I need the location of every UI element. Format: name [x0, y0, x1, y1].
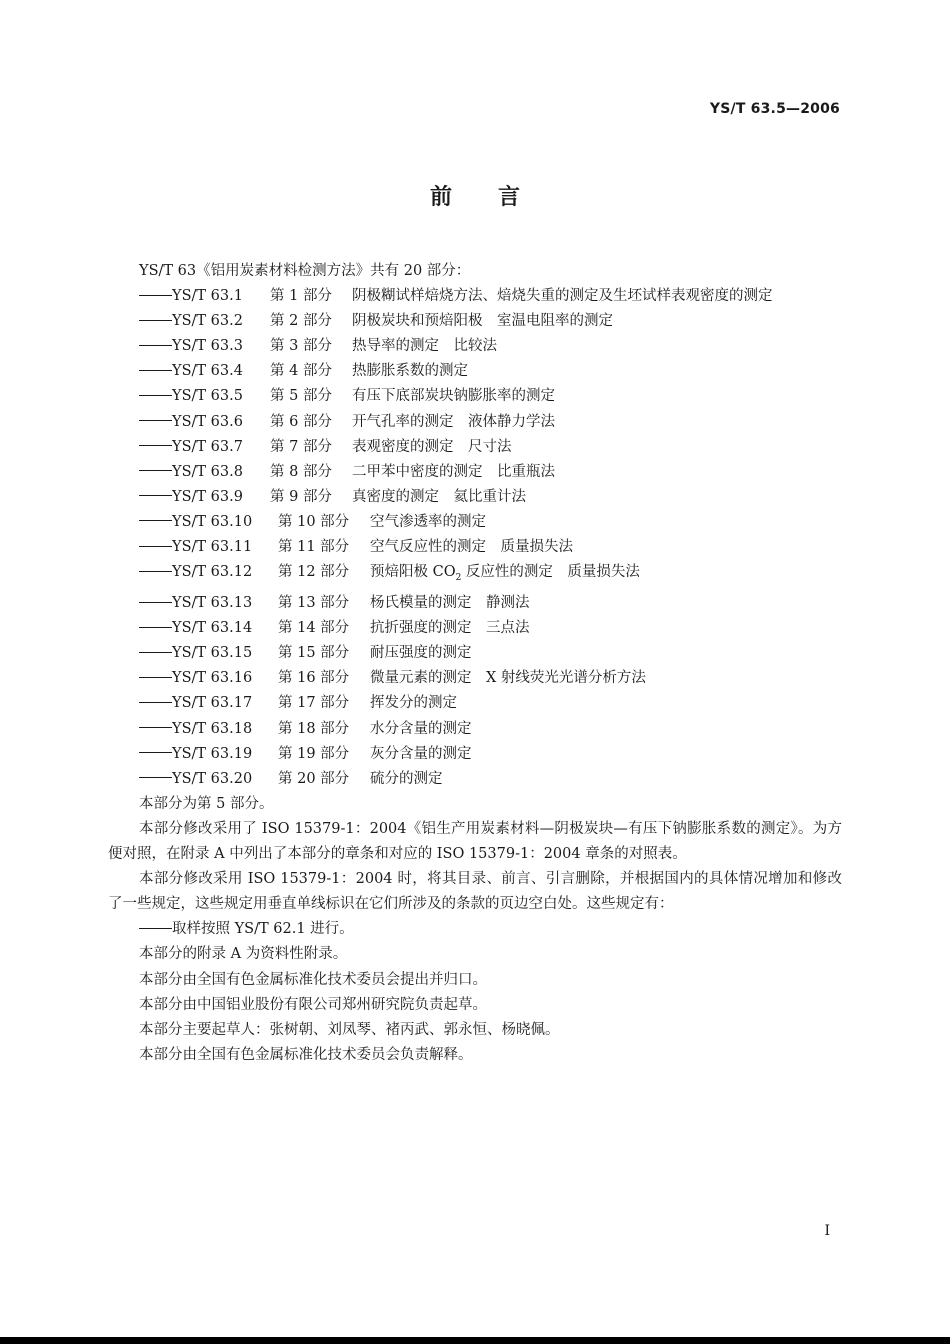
list-item: YS/T 63.12 第 12 部分 预焙阳极 $CO_2$ 反应性的测定 质量损失法	[108, 560, 842, 591]
em-dash	[139, 520, 172, 521]
standard-code: YS/T 63.5—2006	[709, 101, 840, 117]
list-item: YS/T 63.7 第 7 部分 表观密度的测定 尺寸法	[108, 435, 842, 460]
list-item: YS/T 63.13 第 13 部分 杨氏模量的测定 静测法	[108, 591, 842, 616]
intro-line: YS/T 63《铝用炭素材料检测方法》共有 20 部分：	[139, 263, 471, 279]
em-dash	[139, 727, 172, 728]
list-item: YS/T 63.2 第 2 部分 阴极炭块和预焙阳极 室温电阻率的测定	[108, 309, 842, 334]
list-item: YS/T 63.18 第 18 部分 水分含量的测定	[108, 717, 842, 742]
em-dash	[139, 627, 172, 628]
em-dash	[139, 652, 172, 653]
em-dash	[139, 928, 172, 929]
em-dash	[139, 420, 172, 421]
bottom-border	[0, 1337, 950, 1344]
list-item: YS/T 63.16 第 16 部分 微量元素的测定 X 射线荧光光谱分析方法	[108, 666, 842, 691]
list-item: YS/T 63.1 第 1 部分 阴极糊试样焙烧方法、焙烧失重的测定及生坯试样表观密度的测定	[108, 284, 842, 309]
paragraph-modifications: 本部分修改采用 ISO 15379-1：2004 时，将其目录、前言、引言删除，并根据国内的具体情况增加和修改了一些规定，这些规定用垂直单线标识在它们所涉及的条款的页边空白处。这些规定有：	[108, 871, 842, 913]
list-item: YS/T 63.6 第 6 部分 开气孔率的测定 液体静力学法	[108, 410, 842, 435]
list-item: YS/T 63.5 第 5 部分 有压下底部炭块钠膨胀率的测定	[108, 384, 842, 409]
em-dash	[139, 345, 172, 346]
paragraph-adoption: 本部分修改采用了 ISO 15379-1：2004《铝生产用炭素材料—阴极炭块—有压下钠膨胀系数的测定》。为方便对照，在附录 A 中列出了本部分的章条和对应的 ISO 15379-1：2004 章条的对照表。	[108, 820, 842, 863]
em-dash	[139, 470, 172, 471]
em-dash	[139, 320, 172, 321]
paragraph-proposer: 本部分由全国有色金属标准化技术委员会提出并归口。	[139, 971, 487, 988]
list-item: YS/T 63.9 第 9 部分 真密度的测定 氦比重计法	[108, 485, 842, 510]
list-item: YS/T 63.19 第 19 部分 灰分含量的测定	[108, 742, 842, 767]
list-item: YS/T 63.11 第 11 部分 空气反应性的测定 质量损失法	[108, 535, 842, 560]
list-item: YS/T 63.14 第 14 部分 抗折强度的测定 三点法	[108, 616, 842, 641]
em-dash	[139, 445, 172, 446]
em-dash	[139, 752, 172, 753]
foreword-body	[108, 259, 842, 1068]
em-dash	[139, 571, 172, 572]
em-dash	[139, 295, 172, 296]
em-dash	[139, 602, 172, 603]
page-number: I	[824, 1223, 830, 1239]
paragraph-part-number: 本部分为第 5 部分。	[139, 795, 274, 812]
list-item: YS/T 63.4 第 4 部分 热膨胀系数的测定	[108, 359, 842, 384]
list-item: YS/T 63.15 第 15 部分 耐压强度的测定	[108, 641, 842, 666]
list-item: YS/T 63.10 第 10 部分 空气渗透率的测定	[108, 510, 842, 535]
list-item: YS/T 63.20 第 20 部分 硫分的测定	[108, 767, 842, 792]
em-dash	[139, 395, 172, 396]
em-dash	[139, 777, 172, 778]
list-item: YS/T 63.8 第 8 部分 二甲苯中密度的测定 比重瓶法	[108, 460, 842, 485]
em-dash	[139, 546, 172, 547]
paragraph-drafter: 本部分由中国铝业股份有限公司郑州研究院负责起草。	[139, 996, 487, 1013]
paragraph-sampling: 取样按照 YS/T 62.1 进行。	[108, 917, 842, 942]
em-dash	[139, 677, 172, 678]
paragraph-authors: 本部分主要起草人：张树朝、刘凤琴、褚丙武、郭永恒、杨晓佩。	[139, 1021, 560, 1038]
paragraph-interpretation: 本部分由全国有色金属标准化技术委员会负责解释。	[139, 1046, 473, 1063]
em-dash	[139, 370, 172, 371]
paragraph-annex: 本部分的附录 A 为资料性附录。	[139, 946, 348, 963]
part-list	[108, 284, 842, 792]
page-title: 前言	[429, 185, 566, 210]
em-dash	[139, 702, 172, 703]
list-item: YS/T 63.17 第 17 部分 挥发分的测定	[108, 691, 842, 716]
list-item: YS/T 63.3 第 3 部分 热导率的测定 比较法	[108, 334, 842, 359]
em-dash	[139, 495, 172, 496]
